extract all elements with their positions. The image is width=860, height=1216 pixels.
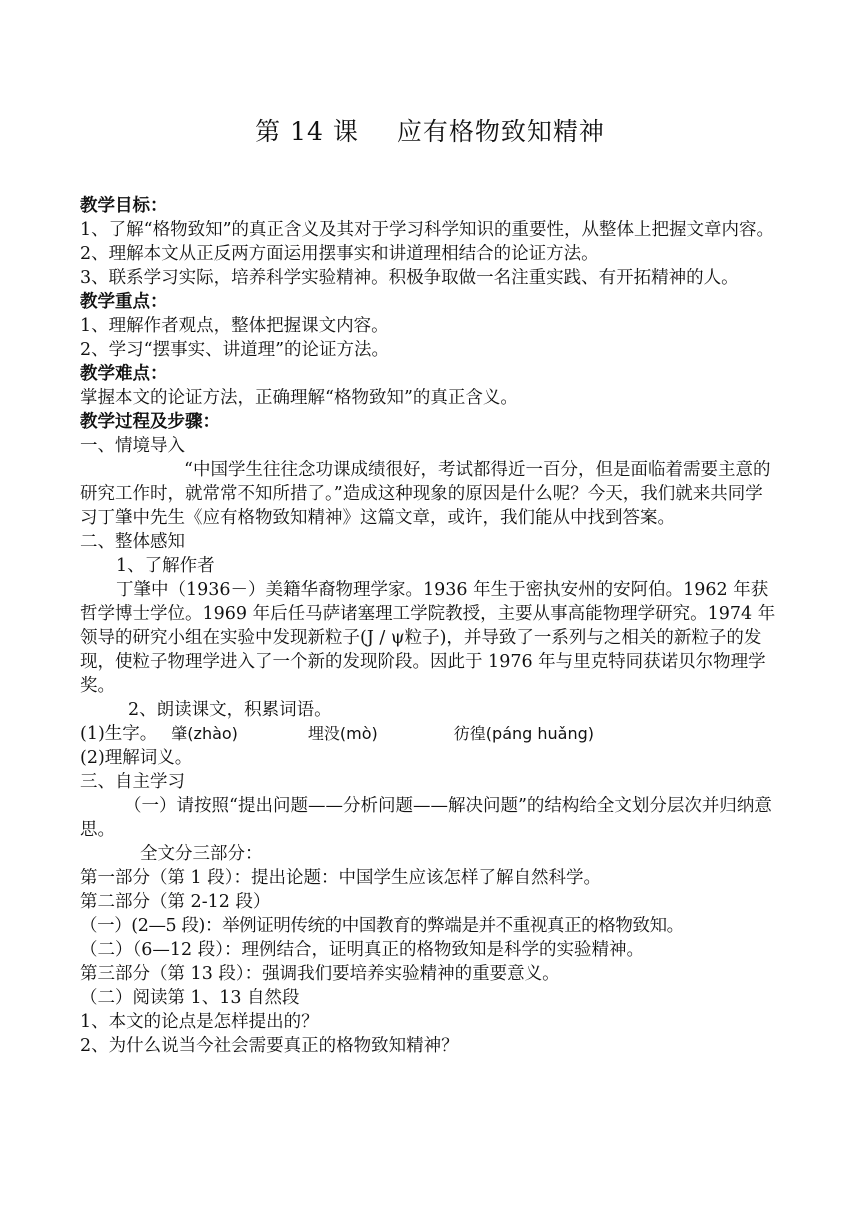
intro-paragraph: “中国学生往往念功课成绩很好，考试都得近一百分，但是面临着需要主意的研究工作时，就常常不知所措了。”造成这种现象的原因是什么呢？今天，我们就来共同学习丁肇中先生《应有格物致知精神》这篇文章，或许，我们能从中找到答案。 [80, 460, 771, 528]
question-item: 2、为什么说当今社会需要真正的格物致知精神？ [80, 1036, 459, 1056]
author-paragraph: 丁肇中（1936－）美籍华裔物理学家。1936 年生于密执安州的安阿伯。1962 年获哲学博士学位。1969 年后任马萨诸塞理工学院教授，主要从事高能物理学研究。1974 年领导的研究小组在实验中发现新粒子(J / ψ粒子)，并导致了一系列与之相关的新粒子的发现，使粒子物理学进入了一个新的发现阶段。因此于 1976 年与里克特同获诺贝尔物理学奖。 [80, 580, 776, 696]
lesson-name: 应有格物致知精神 [396, 117, 605, 146]
key-point-item: 1、理解作者观点，整体把握课文内容。 [80, 316, 389, 336]
section-title: 三、自主学习 [80, 772, 185, 792]
document-body [80, 194, 780, 1058]
process-heading: 教学过程及步骤： [80, 412, 220, 432]
part-item: 第三部分（第 13 段）：强调我们要培养实验精神的重要意义。 [80, 964, 560, 984]
question-item: 1、本文的论点是怎样提出的？ [80, 1012, 319, 1032]
part-item: 第一部分（第 1 段）：提出论题：中国学生应该怎样了解自然科学。 [80, 868, 602, 888]
part-subitem: （一）(2—5 段)：举例证明传统的中国教育的弊端是并不重视真正的格物致知。 [80, 916, 684, 936]
subsection-title: 1、了解作者 [116, 556, 215, 576]
section-title: 一、情境导入 [80, 436, 185, 456]
difficulties-text: 掌握本文的论证方法，正确理解“格物致知”的真正含义。 [80, 388, 518, 408]
section-title: 二、整体感知 [80, 532, 185, 552]
new-words-line [80, 722, 780, 746]
key-points-heading: 教学重点： [80, 292, 168, 312]
new-word: 彷徨(páng huǎng) [453, 724, 595, 743]
objectives-heading: 教学目标： [80, 196, 168, 216]
new-word: 肇(zhào) [171, 724, 238, 743]
key-point-item: 2、学习“摆事实、讲道理”的论证方法。 [80, 340, 390, 360]
part-item: 第二部分（第 2-12 段） [80, 892, 271, 912]
lesson-number: 第 14 课 [255, 117, 359, 146]
difficulties-heading: 教学难点： [80, 364, 168, 384]
parts-intro: 全文分三部分： [140, 844, 263, 864]
question-paragraph: （一）请按照“提出问题——分析问题——解决问题”的结构给全文划分层次并归纳意思。 [80, 796, 772, 840]
objective-item: 3、联系学习实际，培养科学实验精神。积极争取做一名注重实践、有开拓精神的人。 [80, 268, 739, 288]
subsection-title: 2、朗读课文，积累词语。 [128, 700, 332, 720]
part-subitem: （二）（6—12 段）：理例结合，证明真正的格物致知是科学的实验精神。 [80, 940, 644, 960]
objective-item: 2、理解本文从正反两方面运用摆事实和讲道理相结合的论证方法。 [80, 244, 599, 264]
page-title [0, 112, 860, 148]
new-words-label: (1)生字。 [80, 724, 158, 744]
word-meaning-line: (2)理解词义。 [80, 748, 193, 768]
new-word: 埋没(mò) [307, 724, 378, 743]
objective-item: 1、了解“格物致知”的真正含义及其对于学习科学知识的重要性，从整体上把握文章内容。 [80, 220, 775, 240]
question-heading: （二）阅读第 1、13 自然段 [80, 988, 300, 1008]
